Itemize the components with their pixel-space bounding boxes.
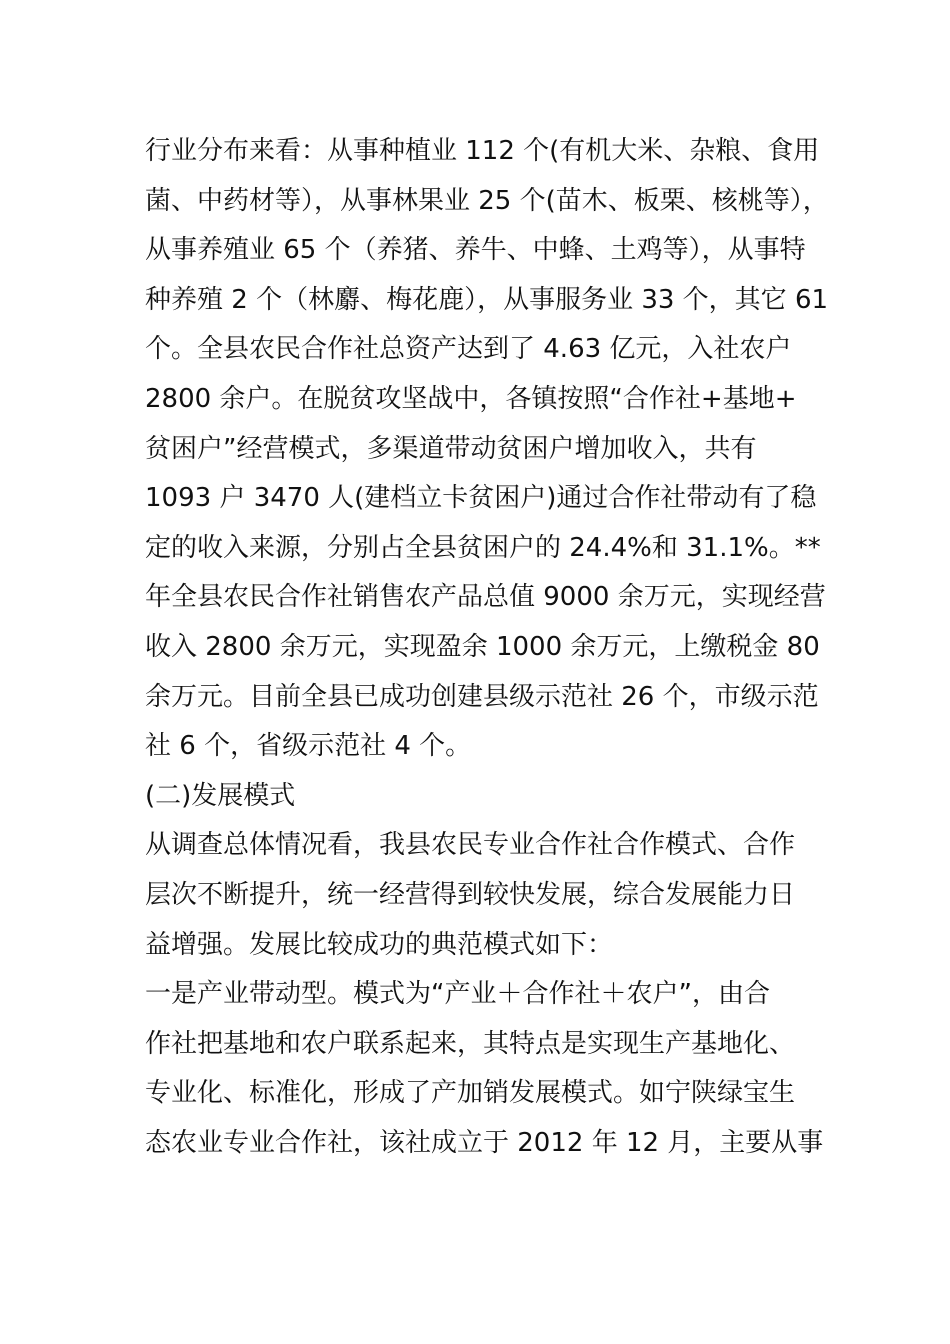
text-line: 余万元。目前全县已成功创建县级示范社 26 个，市级示范 [145, 681, 819, 712]
text-line: 益增强。发展比较成功的典范模式如下： [145, 929, 614, 960]
text-line: 1093 户 3470 人(建档立卡贫困户)通过合作社带动有了稳 [145, 483, 817, 514]
text-line: 社 6 个，省级示范社 4 个。 [145, 731, 472, 762]
paragraph-survey-overview [145, 821, 825, 970]
text-line: 从调查总体情况看，我县农民专业合作社合作模式、合作 [145, 830, 796, 861]
text-line: 收入 2800 余万元，实现盈余 1000 余万元，上缴税金 80 [145, 631, 820, 662]
text-line: 菌、中药材等），从事林果业 25 个(苗木、板栗、核桃等）， [145, 185, 829, 216]
text-line: 年全县农民合作社销售农产品总值 9000 余万元，实现经营 [145, 582, 826, 613]
text-line: 专业化、标准化，形成了产加销发展模式。如宁陕绿宝生 [145, 1078, 796, 1109]
text-line: 贫困户”经营模式，多渠道带动贫困户增加收入，共有 [145, 433, 757, 464]
paragraph-industry-distribution [145, 127, 829, 772]
text-line: 层次不断提升，统一经营得到较快发展，综合发展能力日 [145, 879, 796, 910]
paragraph-industry-driven-model [145, 970, 825, 1168]
text-line: 2800 余户。在脱贫攻坚战中，各镇按照“合作社+基地+ [145, 383, 797, 414]
text-line: 行业分布来看：从事种植业 112 个(有机大米、杂粮、食用 [145, 136, 820, 166]
text-line: 定的收入来源，分别占全县贫困户的 24.4%和 31.1%。** [145, 532, 821, 563]
text-line: 从事养殖业 65 个（养猪、养牛、中蜂、土鸡等），从事特 [145, 235, 806, 266]
section-heading-development-model [145, 772, 825, 822]
document-body [145, 127, 829, 1168]
text-line: 个。全县农民合作社总资产达到了 4.63 亿元，入社农户 [145, 334, 792, 365]
text-line: 一是产业带动型。模式为“产业＋合作社＋农户”，由合 [145, 979, 770, 1010]
text-line: 种养殖 2 个（林麝、梅花鹿），从事服务业 33 个，其它 61 [145, 284, 829, 315]
text-line: 态农业专业合作社，该社成立于 2012 年 12 月，主要从事 [145, 1127, 824, 1158]
text-line: 作社把基地和农户联系起来，其特点是实现生产基地化、 [145, 1028, 796, 1059]
heading-line: (二)发展模式 [145, 780, 296, 811]
